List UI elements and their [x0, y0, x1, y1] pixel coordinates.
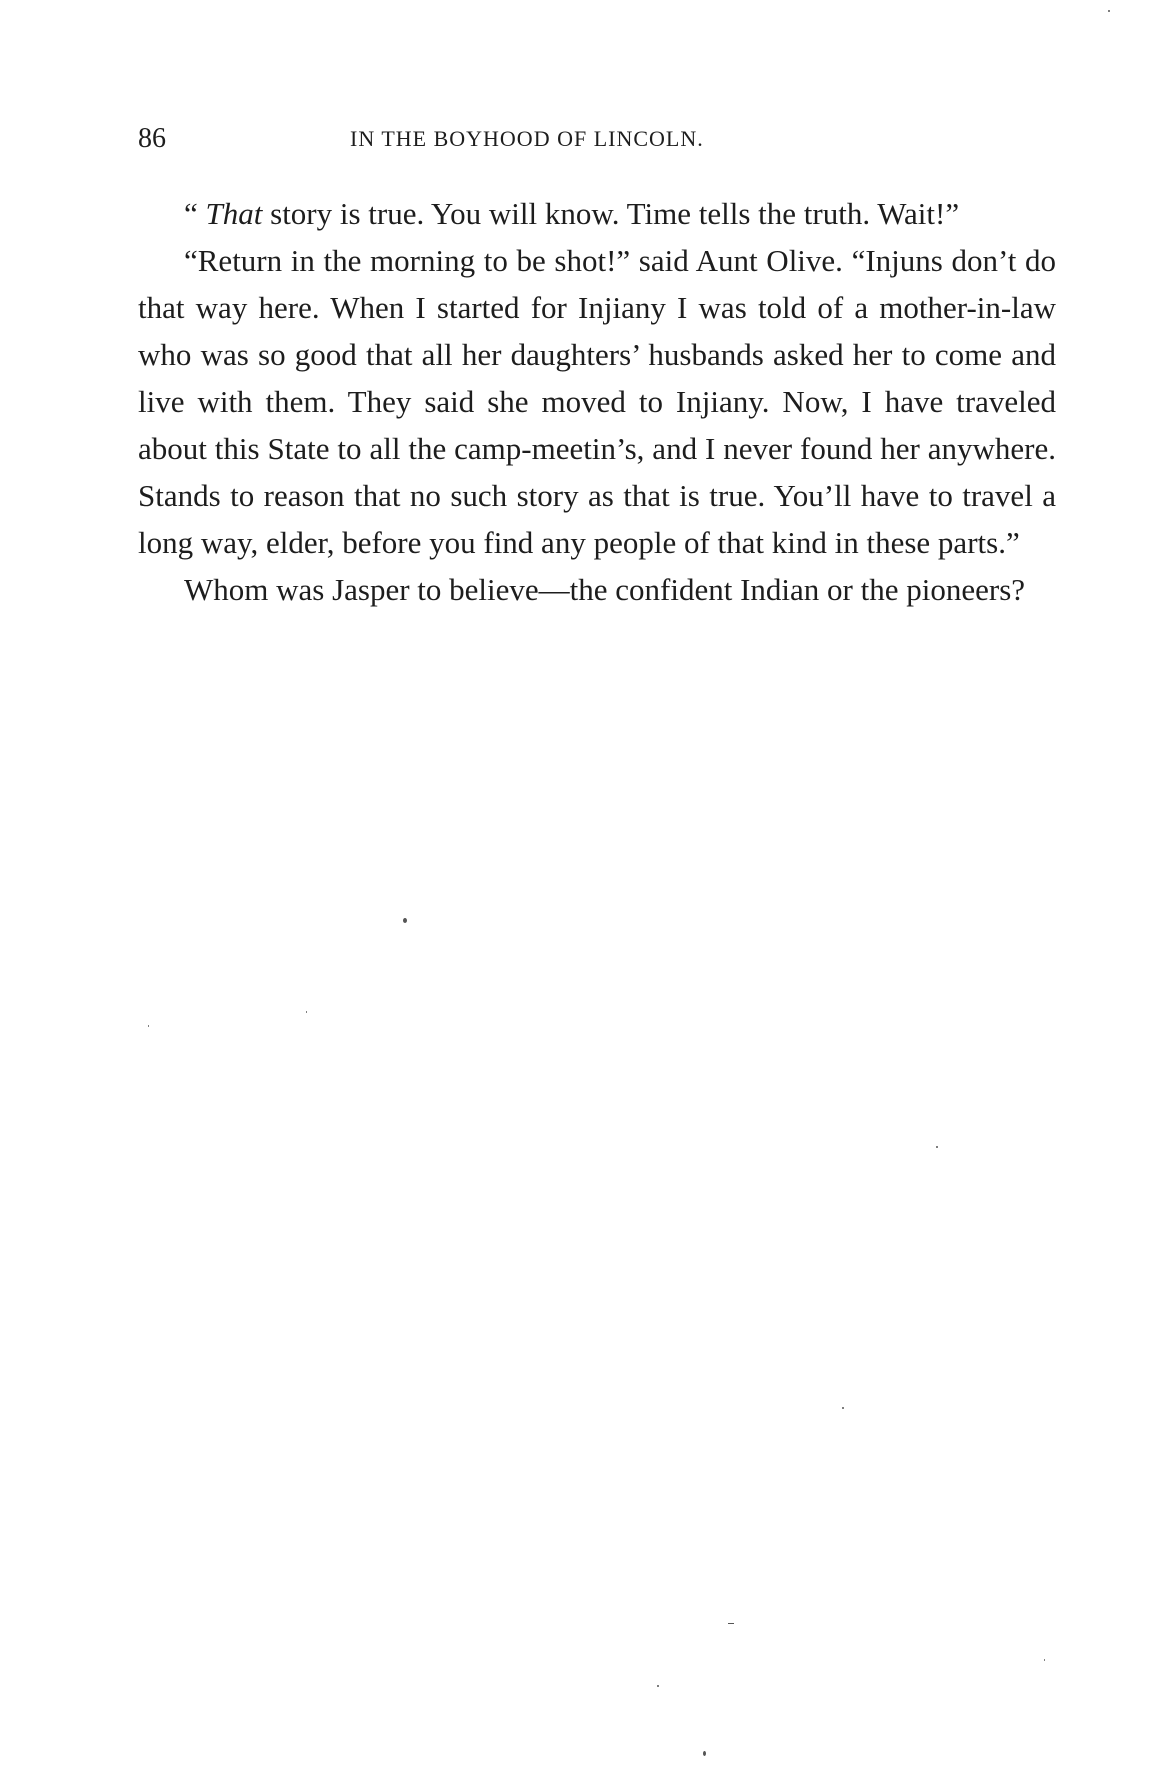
body-text [138, 190, 1056, 613]
scan-speck [842, 1407, 844, 1409]
running-title: IN THE BOYHOOD OF LINCOLN. [350, 126, 704, 151]
paragraph-1 [138, 190, 1056, 237]
scan-speck [936, 1146, 938, 1148]
scan-speck [403, 918, 407, 923]
scan-speck [1108, 10, 1110, 12]
scan-speck [703, 1751, 706, 1756]
paragraph-2: “Return in the morning to be shot!” said Aunt Olive. “Injuns don’t do that way here. When I started for Injiany I was told of a mother-in-law who was so good that all her daughters’ husbands asked her to come and live with them. They said she moved to Injiany. Now, I have traveled about this State to all the camp-meetin’s, and I never found her anywhere. Stands to reason that no such story as that is true. You’ll have to travel a long way, elder, before you find any people of that kind in these parts.” [138, 243, 1056, 560]
paragraph-3: Whom was Jasper to believe—the confident Indian or the pioneers? [184, 572, 1026, 607]
scan-speck [306, 1011, 307, 1013]
running-head [138, 123, 1058, 163]
scan-speck [1044, 1659, 1045, 1661]
italic-word: That [205, 196, 263, 231]
paragraph-1-rest: story is true. You will know. Time tells the truth. Wait!” [262, 196, 960, 231]
open-quote: “ [184, 196, 206, 231]
scan-speck [657, 1685, 659, 1687]
scan-speck [728, 1623, 734, 1624]
page-number: 86 [138, 123, 166, 154]
scan-speck [148, 1025, 149, 1027]
